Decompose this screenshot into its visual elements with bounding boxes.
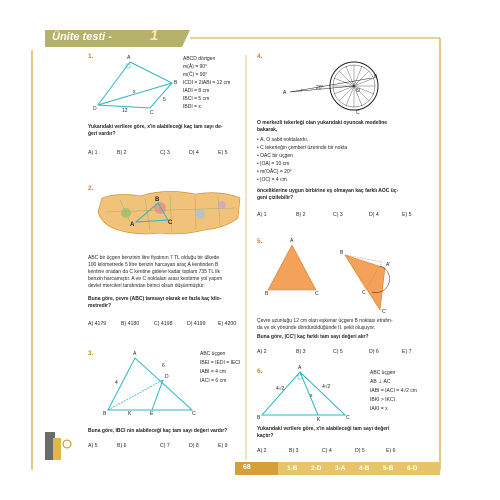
q1-figure: [98, 62, 172, 108]
q5-label-c2: C': [382, 309, 387, 315]
q6-option-c[interactable]: C) 4: [322, 448, 332, 454]
q3-label-4: 4: [115, 380, 118, 386]
q3-option-d[interactable]: D) 8: [189, 443, 199, 449]
q2-text-line: 100 kilometrede 5 litre benzin harcayan araç A kentinden B: [88, 262, 219, 268]
q6-label-side-ac: 4√2: [322, 384, 331, 390]
q4-label-c: C: [356, 110, 360, 116]
q6-question: kaçtır?: [257, 433, 274, 439]
q2-option-b[interactable]: B) 4180: [121, 321, 140, 327]
q6-option-d[interactable]: D) 5: [355, 448, 365, 454]
answer-key-item: 1-B: [287, 465, 298, 472]
q5-label-a: A: [290, 238, 294, 244]
q5-option-d[interactable]: D) 6: [369, 349, 379, 355]
q5-option-b[interactable]: B) 3: [296, 349, 306, 355]
q5-text-line: Çevre uzunluğu 12 cm olan eşkenar üçgeni B noktası etrafın-: [257, 318, 393, 324]
q2-map-label-b: B: [155, 197, 160, 203]
q2-map-label-a: A: [130, 222, 135, 228]
q6-given: ABC üçgen: [370, 370, 396, 376]
q5-option-e[interactable]: E) 7: [402, 349, 412, 355]
q3-label-e: E: [150, 411, 154, 417]
q3-given: IABI = 4 cm: [200, 369, 226, 375]
q4-bullet: • |OC| = 4 cm: [257, 177, 287, 183]
q3-option-c[interactable]: C) 7: [160, 443, 170, 449]
q4-label-angle: 20°: [316, 85, 324, 91]
q3-number: 3.: [88, 350, 94, 357]
q6-label-x: x: [310, 393, 313, 399]
q4-intro: O merkezli tekerleği olan yukarıdaki oyuncak modeline: [257, 120, 388, 126]
q4-intro: bakarak,: [257, 127, 278, 133]
q1-question: ğeri vardır?: [88, 131, 116, 137]
q6-given: AB ⊥ AC: [370, 379, 391, 385]
q1-given: IBCI = 5 cm: [183, 96, 210, 102]
q4-question: geni çizilebilir?: [257, 195, 294, 201]
answer-key-item: 6-D: [407, 465, 418, 472]
q6-label-b: B: [257, 415, 261, 421]
q3-question: Buna göre, IBCI nin alabileceği kaç tam sayı değeri vardır?: [88, 428, 228, 434]
q6-label-c: C: [346, 415, 350, 421]
q1-label-5: 5: [163, 97, 166, 103]
q1-given: ICDI = 2IABI = 12 cm: [183, 80, 231, 86]
answer-key-item: 2-D: [311, 465, 322, 472]
q4-bullet: • m(OÂC) = 20°: [257, 169, 292, 175]
q4-option-c[interactable]: C) 3: [333, 212, 343, 218]
q4-bullet: • C tekerleğin çemberi üzerinde bir nokta: [257, 145, 348, 151]
q1-given: IADI = 8 cm: [183, 88, 210, 94]
answer-key-item: 5-B: [383, 465, 394, 472]
q3-label-6: 6: [162, 363, 165, 369]
q6-label-side-ab: 4√2: [276, 386, 285, 392]
q5-label-c3: C: [362, 290, 366, 296]
q4-question: önceliklerine uygun birbirine eş olmayan kaç farklı AOC üç-: [257, 188, 399, 194]
q1-option-a[interactable]: A) 1: [88, 150, 98, 156]
q4-bullet: • OAC bir üçgen: [257, 153, 293, 159]
q2-option-e[interactable]: E) 4200: [218, 321, 237, 327]
decor-circle: [63, 440, 71, 448]
q6-option-b[interactable]: B) 3: [289, 448, 299, 454]
q3-label-a: A: [133, 351, 137, 357]
answer-key-item: 3-A: [335, 465, 346, 472]
q3-option-e[interactable]: E) 9: [218, 443, 228, 449]
q5-option-c[interactable]: C) 5: [333, 349, 343, 355]
q6-option-a[interactable]: A) 2: [257, 448, 267, 454]
q2-text-line: ABC bir üçgen benzinin litre fiyatının 7 TL olduğu bir ülkede: [88, 255, 220, 261]
q2-option-a[interactable]: A) 4179: [88, 321, 107, 327]
q4-option-a[interactable]: A) 1: [257, 212, 267, 218]
q5-label-a2: A': [386, 262, 391, 268]
q6-label-a: A: [298, 365, 302, 371]
q6-label-k: K: [317, 417, 321, 423]
q3-label-b: B: [103, 411, 107, 417]
q1-option-b[interactable]: B) 2: [117, 150, 127, 156]
decor-shape-2: [53, 438, 61, 460]
q1-option-e[interactable]: E) 5: [218, 150, 228, 156]
q5-label-b2: B: [340, 250, 344, 256]
q4-wheel-figure: [290, 62, 378, 110]
q3-option-a[interactable]: A) 5: [88, 443, 98, 449]
q2-text-line: benzin harcamıştır. A ve C noktaları arası kestirme yol yapım: [88, 276, 223, 282]
q1-given: m(Â) = 90°: [183, 64, 208, 70]
q3-given: ABC üçgen: [200, 351, 226, 357]
q2-number: 2.: [88, 185, 94, 192]
q2-text-line: kentine oradan da C kentine gidene kadar toplam 735 TL lik: [88, 269, 221, 275]
q3-given: IACI = 6 cm: [200, 378, 227, 384]
q3-given: IBEI = IEDI = IECI: [200, 360, 241, 366]
q5-question: Buna göre, |CC'| kaç farklı tam sayı değeri alır?: [257, 334, 369, 340]
unit-test-title: Ünite testi -: [52, 31, 112, 43]
q4-label-b: B: [374, 74, 378, 80]
q1-label-x: x: [133, 89, 136, 95]
q6-option-e[interactable]: E) 6: [386, 448, 396, 454]
q5-label-b: B: [265, 291, 269, 297]
q3-figure: [108, 358, 192, 410]
q2-map-label-c: C: [168, 220, 173, 226]
q1-question: Yukarıdaki verilere göre, x'in alabileceği kaç tam sayı de-: [88, 124, 223, 130]
q3-option-b[interactable]: B) 6: [117, 443, 127, 449]
q4-number: 4.: [257, 53, 263, 60]
q6-given: IBKI > IKCI: [370, 397, 395, 403]
q1-given: m(Ĉ) = 90°: [183, 72, 208, 78]
q1-option-c[interactable]: C) 3: [160, 150, 170, 156]
q1-option-d[interactable]: D) 4: [189, 150, 199, 156]
q4-label-a: A: [283, 90, 287, 96]
q5-text-line: da ve ok yönünde döndürüldüğünde II. şekli oluşuyor.: [257, 325, 376, 331]
q1-label-12: 12: [122, 108, 128, 114]
unit-test-number: 1: [150, 27, 159, 44]
q2-question: metredir?: [88, 303, 112, 309]
answer-key-item: 4-B: [359, 465, 370, 472]
q4-option-e[interactable]: E) 5: [402, 212, 412, 218]
q5-number: 5.: [257, 238, 263, 245]
q6-figure: [262, 372, 345, 415]
q3-label-c: C: [192, 411, 196, 417]
q1-number: 1.: [88, 53, 94, 60]
q2-map: [98, 191, 240, 234]
q2-question: Buna göre, çevre (ABC) tamsayı olarak en fazla kaç kilo-: [88, 296, 222, 302]
page-number: 68: [243, 464, 251, 471]
q1-label-c: C: [150, 110, 154, 116]
q5-option-a[interactable]: A) 2: [257, 349, 267, 355]
q4-bullet: • A, O sabit noktalardır,: [257, 137, 309, 143]
q3-label-k: K: [128, 411, 132, 417]
q6-number: 6.: [257, 368, 263, 375]
q6-given: IAKI = x: [370, 406, 388, 412]
q2-text-line: devlet mercileri tarafından birinci olsun düşünmüştür.: [88, 283, 205, 289]
q4-option-b[interactable]: B) 2: [296, 212, 306, 218]
q1-label-d: D: [93, 106, 97, 112]
q6-given: IABI = IACI = 4√2 cm: [370, 388, 417, 394]
q6-question: Yukarıdaki verilere göre, x'in alabileceği tam sayı değeri: [257, 426, 390, 432]
header-bar-tail: [175, 30, 190, 47]
q5-label-c: C: [315, 291, 319, 297]
q1-given: ABCD dörtgen: [183, 56, 216, 62]
q1-label-a: A: [127, 55, 131, 61]
q2-option-d[interactable]: D) 4199: [187, 321, 206, 327]
q4-bullet: • |OA| = 10 cm: [257, 161, 290, 167]
q1-given: IBDI = x: [183, 104, 201, 110]
q5-figure: [268, 245, 390, 310]
q4-label-o: O: [356, 88, 360, 94]
q4-option-d[interactable]: D) 4: [369, 212, 379, 218]
q1-label-b: B: [174, 80, 178, 86]
q2-option-c[interactable]: C) 4198: [154, 321, 173, 327]
q3-label-d: D: [165, 374, 169, 380]
